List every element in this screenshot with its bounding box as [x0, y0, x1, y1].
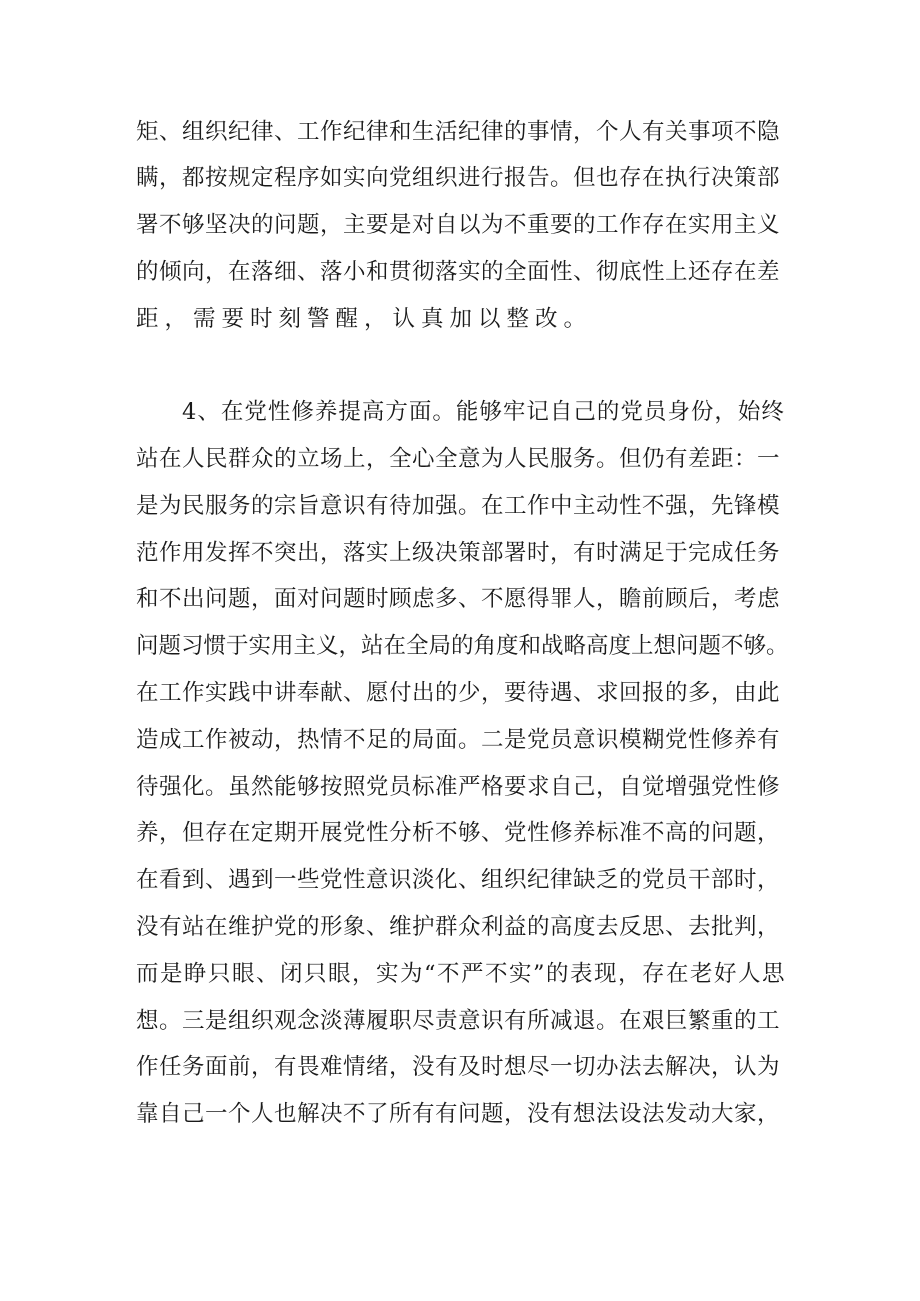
text-line: 的倾向，在落细、落小和贯彻落实的全面性、彻底性上还存在差: [136, 259, 781, 285]
text-line: 4、在党性修养提高方面。能够牢记自己的党员身份，始终: [182, 399, 785, 425]
text-line: 造成工作被动，热情不足的局面。二是党员意识模糊党性修养有: [136, 727, 781, 753]
text-line: 距，需要时刻警醒，认真加以整改。: [136, 306, 593, 332]
text-line: 养，但存在定期开展党性分析不够、党性修养标准不高的问题，: [136, 820, 781, 846]
text-line: 是为民服务的宗旨意识有待加强。在工作中主动性不强，先锋模: [136, 493, 781, 519]
text-line: 署不够坚决的问题，主要是对自以为不重要的工作存在实用主义: [136, 212, 781, 238]
text-line: 站在人民群众的立场上，全心全意为人民服务。但仍有差距：一: [136, 446, 781, 472]
text-line: 没有站在维护党的形象、维护群众利益的高度去反思、去批判，: [136, 914, 781, 940]
text-line: 想。三是组织观念淡薄履职尽责意识有所减退。在艰巨繁重的工: [136, 1008, 781, 1034]
text-line: 范作用发挥不突出，落实上级决策部署时，有时满足于完成任务: [136, 540, 781, 566]
text-line: 待强化。虽然能够按照党员标准严格要求自己，自觉增强党性修: [136, 774, 781, 800]
text-line: 在工作实践中讲奉献、愿付出的少，要待遇、求回报的多，由此: [136, 680, 781, 706]
text-line: 问题习惯于实用主义，站在全局的角度和战略高度上想问题不够。: [136, 633, 789, 659]
text-line: 靠自己一个人也解决不了所有有问题，没有想法设法发动大家，: [136, 1101, 781, 1127]
text-line: 作任务面前，有畏难情绪，没有及时想尽一切办法去解决，认为: [136, 1054, 781, 1080]
text-line: 而是睁只眼、闭只眼，实为“不严不实”的表现，存在老好人思: [136, 961, 787, 987]
text-line: 在看到、遇到一些党性意识淡化、组织纪律缺乏的党员干部时，: [136, 867, 781, 893]
text-line: 和不出问题，面对问题时顾虑多、不愿得罪人，瞻前顾后，考虑: [136, 586, 781, 612]
text-line: 瞒，都按规定程序如实向党组织进行报告。但也存在执行决策部: [136, 165, 781, 191]
text-line: 矩、组织纪律、工作纪律和生活纪律的事情，个人有关事项不隐: [136, 119, 781, 145]
